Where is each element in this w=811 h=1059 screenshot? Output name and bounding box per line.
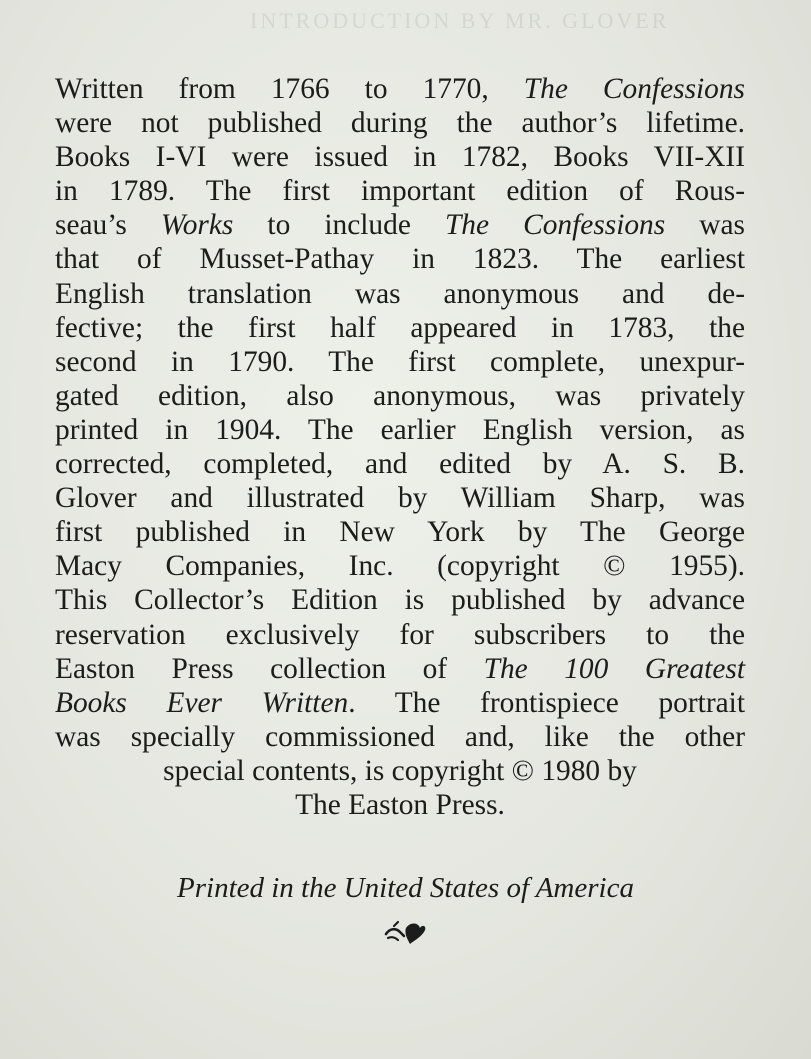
- italic-title: The Confessions: [523, 73, 745, 105]
- colophon-line: [55, 583, 745, 617]
- line-text: second in 1790. The first complete, unexpur-: [55, 345, 745, 378]
- colophon-line: [55, 686, 745, 720]
- line-text: seau’s: [55, 209, 161, 242]
- colophon-line: [55, 618, 745, 652]
- line-text: Easton Press collection of: [55, 652, 484, 685]
- colophon-line: [55, 379, 745, 413]
- line-text: Macy Companies, Inc. (copyright © 1955).: [55, 550, 745, 583]
- line-text: corrected, completed, and edited by A. S. B.: [55, 448, 745, 481]
- line-text: to include: [233, 209, 445, 242]
- colophon-line: [55, 311, 745, 345]
- line-text: printed in 1904. The earlier English version, as: [55, 413, 745, 446]
- line-text: in 1789. The first important edition of Rous-: [55, 175, 745, 208]
- colophon-line: [55, 174, 745, 208]
- line-text: English translation was anonymous and de-: [55, 277, 745, 310]
- line-text: was: [665, 209, 745, 242]
- colophon-line: [55, 720, 745, 754]
- line-text: This Collector’s Edition is published by advance: [55, 584, 745, 617]
- colophon-line: [55, 754, 745, 788]
- colophon-line: [55, 788, 745, 822]
- italic-title: Books Ever Written: [55, 686, 349, 719]
- colophon-line: [55, 481, 745, 515]
- colophon-line: [55, 652, 745, 686]
- line-text: were not published during the author’s lifetime.: [55, 107, 745, 140]
- colophon-line: [55, 413, 745, 447]
- line-text: special contents, is copyright © 1980 by: [163, 754, 637, 787]
- line-text: Glover and illustrated by William Sharp, was: [55, 482, 745, 515]
- line-text: first published in New York by The George: [55, 516, 745, 549]
- show-through-text: INTRODUCTION BY MR. GLOVER: [250, 8, 670, 33]
- line-text: Books I-VI were issued in 1782, Books VII-XII: [55, 141, 745, 174]
- line-text: . The frontispiece portrait: [348, 686, 745, 719]
- colophon-line: [55, 72, 745, 106]
- line-text: that of Musset-Pathay in 1823. The earliest: [55, 243, 745, 276]
- printed-in-line: Printed in the United States of America: [177, 872, 634, 904]
- colophon-line: [55, 277, 745, 311]
- line-text: fective; the first half appeared in 1783, the: [55, 311, 745, 344]
- colophon-line: [55, 345, 745, 379]
- italic-title: Works: [160, 209, 234, 242]
- colophon-line: [55, 106, 745, 140]
- line-text: The Easton Press.: [295, 788, 505, 821]
- colophon-line: [55, 242, 745, 276]
- line-text: was specially commissioned and, like the other: [55, 720, 745, 753]
- colophon-line: [55, 140, 745, 174]
- colophon-line: [55, 447, 745, 481]
- italic-title: The Confessions: [444, 209, 666, 242]
- colophon-text: [55, 72, 745, 822]
- colophon-line: [55, 515, 745, 549]
- colophon-line: [55, 549, 745, 583]
- line-text: Written from 1766 to 1770,: [55, 73, 524, 105]
- italic-title: The 100 Greatest: [483, 652, 745, 685]
- line-text: gated edition, also anonymous, was privately: [55, 379, 745, 412]
- line-text: reservation exclusively for subscribers to the: [55, 618, 745, 651]
- colophon-line: [55, 208, 745, 242]
- printer-fleuron-icon: [382, 916, 428, 946]
